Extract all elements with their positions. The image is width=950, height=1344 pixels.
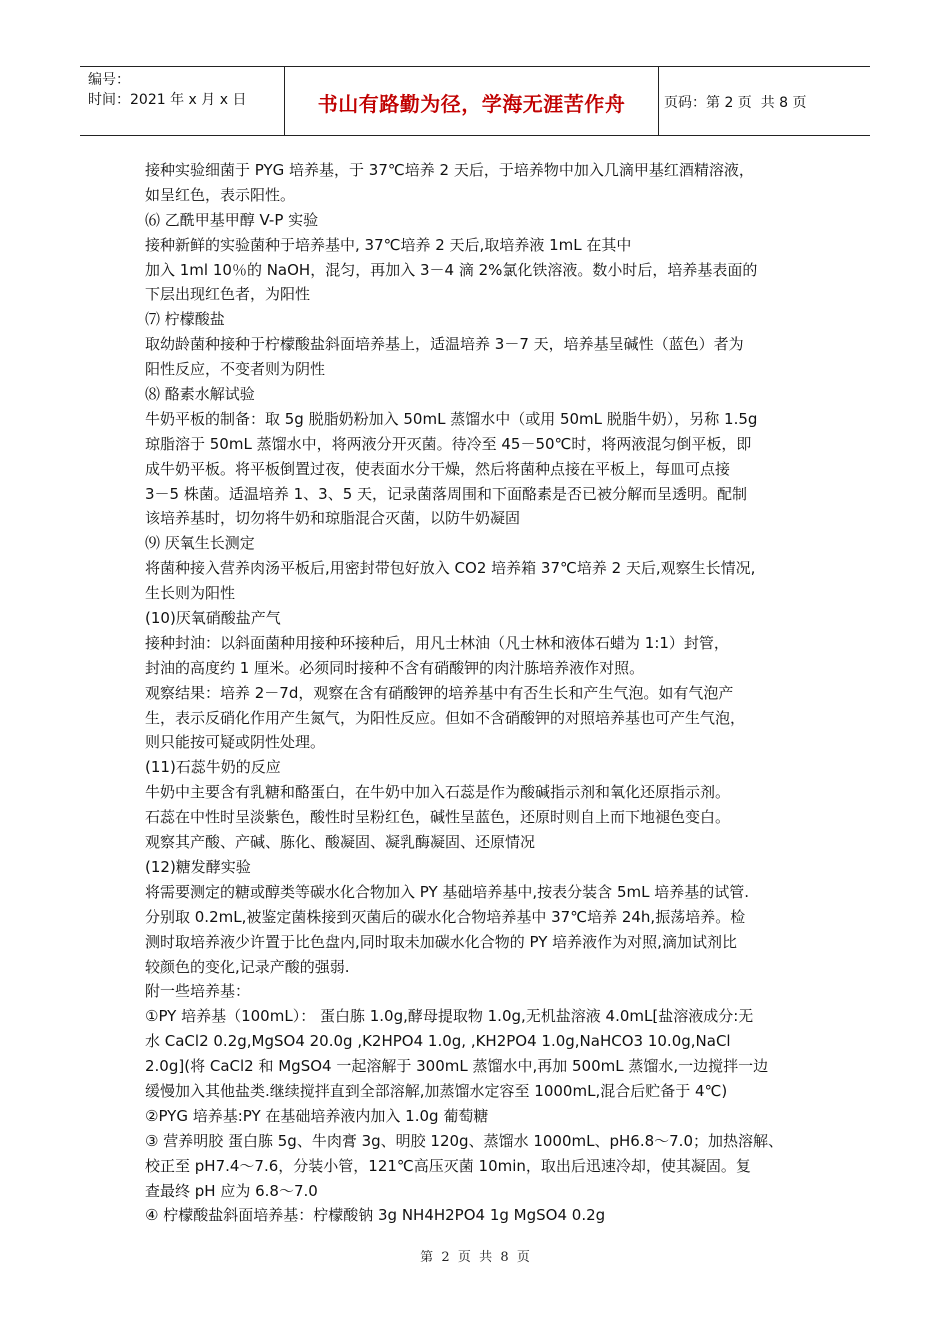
- header-meta: [88, 70, 246, 110]
- text-line: 加入 1ml 10％的 NaOH，混匀，再加入 3－4 滴 2%氯化铁溶液。数小时后，培养基表面的: [145, 260, 758, 279]
- text-line: (10)厌氧硝酸盐产气: [145, 609, 281, 628]
- page-header: [80, 66, 870, 136]
- text-line: 取幼龄菌种接种于柠檬酸盐斜面培养基上，适温培养 3－7 天，培养基呈碱性（蓝色）者为: [145, 335, 744, 354]
- text-line: 将需要测定的糖或醇类等碳水化合物加入 PY 基础培养基中,按表分装含 5mL 培养基的试管.: [145, 882, 750, 901]
- text-line: (11)石蕊牛奶的反应: [145, 758, 281, 777]
- text-line: ⑺ 柠檬酸盐: [145, 310, 225, 329]
- document-body: [145, 158, 825, 1228]
- page-footer: 第 2 页 共 8 页: [420, 1250, 530, 1265]
- text-line: 接种新鲜的实验菌种于培养基中, 37℃培养 2 天后,取培养液 1mL 在其中: [145, 235, 632, 254]
- text-line: 观察结果：培养 2－7d，观察在含有硝酸钾的培养基中有否生长和产生气泡。如有气泡产: [145, 683, 734, 702]
- text-line: 该培养基时，切勿将牛奶和琼脂混合灭菌，以防牛奶凝固: [145, 509, 521, 528]
- text-line: 3－5 株菌。适温培养 1、3、5 天，记录菌落周围和下面酪素是否已被分解而呈透明。配制: [145, 484, 748, 503]
- text-line: 测时取培养液少许置于比色盘内,同时取未加碳水化合物的 PY 培养液作为对照,滴加试剂比: [145, 932, 737, 951]
- text-line: 则只能按可疑或阴性处理。: [145, 733, 326, 752]
- text-line: 缓慢加入其他盐类.继续搅拌直到全部溶解,加蒸馏水定容至 1000mL,混合后贮备于 4℃): [145, 1081, 728, 1100]
- document-number-label: 编号：: [88, 72, 130, 88]
- text-line: 将菌种接入营养肉汤平板后,用密封带包好放入 CO2 培养箱 37℃培养 2 天后,观察生长情况,: [145, 559, 756, 578]
- header-page-number: 页码：第 2 页 共 8 页: [664, 95, 807, 111]
- text-line: ⑼ 厌氧生长测定: [145, 534, 255, 553]
- text-line: 2.0g](将 CaCl2 和 MgSO4 一起溶解于 300mL 蒸馏水中,再加 500mL 蒸馏水,一边搅拌一边: [145, 1057, 769, 1076]
- text-line: 接种封油：以斜面菌种用接种环接种后，用凡士林油（凡士林和液体石蜡为 1:1）封管，: [145, 633, 729, 652]
- text-line: 如呈红色，表示阳性。: [145, 185, 296, 204]
- text-line: 分别取 0.2mL,被鉴定菌株接到灭菌后的碳水化合物培养基中 37℃培养 24h,振荡培养。检: [145, 907, 746, 926]
- text-line: (12)糖发酵实验: [145, 857, 251, 876]
- header-motto: 书山有路勤为径，学海无涯苦作舟: [317, 91, 626, 116]
- text-line: ⑻ 酪素水解试验: [145, 385, 255, 404]
- document-date-label: 时间：2021 年 x 月 x 日: [88, 92, 247, 108]
- text-line: 阳性反应，不变者则为阴性: [145, 360, 326, 379]
- text-line: 较颜色的变化,记录产酸的强弱.: [145, 957, 350, 976]
- text-line: 生，表示反硝化作用产生氮气，为阳性反应。但如不含硝酸钾的对照培养基也可产生气泡，: [145, 708, 746, 727]
- text-line: ⑹ 乙酰甲基甲醇 V-P 实验: [145, 210, 319, 229]
- text-line: 观察其产酸、产碱、胨化、酸凝固、凝乳酶凝固、还原情况: [145, 833, 536, 852]
- text-line: 校正至 pH7.4～7.6，分装小管，121℃高压灭菌 10min，取出后迅速冷却，使其凝固。复: [145, 1156, 751, 1175]
- text-line: 接种实验细菌于 PYG 培养基，于 37℃培养 2 天后，于培养物中加入几滴甲基红酒精溶液，: [145, 161, 754, 179]
- text-line: ③ 营养明胶 蛋白胨 5g、牛肉膏 3g、明胶 120g、蒸馏水 1000mL、pH6.8～7.0；加热溶解、: [145, 1131, 783, 1150]
- text-line: 生长则为阳性: [145, 584, 236, 603]
- text-line: 成牛奶平板。将平板倒置过夜，使表面水分干燥，然后将菌种点接在平板上，每皿可点接: [145, 459, 731, 478]
- text-line: ②PYG 培养基:PY 在基础培养液内加入 1.0g 葡萄糖: [145, 1106, 489, 1125]
- text-line: 附一些培养基：: [145, 982, 251, 1001]
- text-line: 封油的高度约 1 厘米。必须同时接种不含有硝酸钾的肉汁胨培养液作对照。: [145, 658, 645, 677]
- text-line: 下层出现红色者，为阳性: [145, 285, 311, 304]
- header-divider-right: [658, 67, 659, 135]
- text-line: ①PY 培养基（100mL）： 蛋白胨 1.0g,酵母提取物 1.0g,无机盐溶液 4.0mL[盐溶液成分:无: [145, 1007, 754, 1026]
- text-line: 石蕊在中性时呈淡紫色，酸性时呈粉红色，碱性呈蓝色，还原时则自上而下地褪色变白。: [145, 808, 731, 827]
- text-line: 琼脂溶于 50mL 蒸馏水中，将两液分开灭菌。待冷至 45－50℃时，将两液混匀倒平板，即: [145, 434, 752, 453]
- text-line: 查最终 pH 应为 6.8～7.0: [145, 1181, 318, 1200]
- text-line: 牛奶平板的制备：取 5g 脱脂奶粉加入 50mL 蒸馏水中（或用 50mL 脱脂牛奶），另称 1.5g: [145, 409, 758, 428]
- text-line: 水 CaCl2 0.2g,MgSO4 20.0g ,K2HPO4 1.0g, ,KH2PO4 1.0g,NaHCO3 10.0g,NaCl: [145, 1032, 731, 1051]
- text-line: 牛奶中主要含有乳糖和酪蛋白，在牛奶中加入石蕊是作为酸碱指示剂和氧化还原指示剂。: [145, 783, 731, 802]
- text-line: ④ 柠檬酸盐斜面培养基：柠檬酸钠 3g NH4H2PO4 1g MgSO4 0.2g: [145, 1206, 606, 1225]
